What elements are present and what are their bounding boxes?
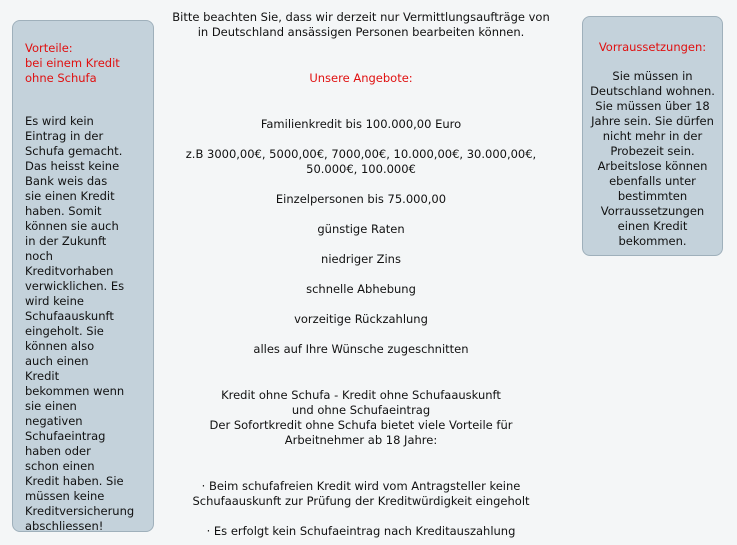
benefits-title (25, 41, 143, 86)
benefits-title-line2: bei einem Kredit ohne Schufa (25, 56, 120, 85)
benefits-panel (12, 20, 154, 532)
section-heading-line1: Kredit ohne Schufa - Kredit ohne Schufaauskunft (221, 388, 501, 402)
feature-item: günstige Raten (317, 222, 405, 236)
notice-text: Bitte beachten Sie, dass wir derzeit nur Vermittlungsaufträge von in Deutschland ansässigen Personen bearbeiten können. (172, 10, 550, 39)
requirements-title: Vorraussetzungen: (598, 40, 707, 54)
offers-title: Unsere Angebote: (309, 71, 413, 85)
amount-examples: z.B 3000,00€, 5000,00€, 7000,00€, 10.000,00€, 30.000,00€, 50.000€, 100.000€ (185, 147, 537, 176)
requirements-text: Sie müssen in Deutschland wohnen. Sie müssen über 18 Jahre sein. Sie dürfen nicht mehr in der Probezeit sein. Arbeitslose können ebenfalls unter bestimmten Vorraussetzungen einen Kredit bekommen. (590, 69, 715, 248)
feature-item: vorzeitige Rückzahlung (294, 312, 428, 326)
family-credit: Familienkredit bis 100.000,00 Euro (260, 117, 462, 131)
individuals-credit: Einzelpersonen bis 75.000,00 (275, 192, 447, 206)
section-heading-line3: Der Sofortkredit ohne Schufa bietet viele Vorteile für Arbeitnehmer ab 18 Jahre: (209, 418, 513, 447)
feature-item: niedriger Zins (321, 252, 401, 266)
main-content (170, 10, 552, 539)
section-heading (170, 388, 552, 448)
requirements-panel (582, 16, 723, 256)
feature-item: alles auf Ihre Wünsche zugeschnitten (253, 342, 469, 356)
section-heading-line2: und ohne Schufaeintrag (291, 403, 431, 417)
feature-item: schnelle Abhebung (306, 282, 416, 296)
benefits-title-line1: Vorteile: (25, 41, 73, 55)
bullet-item: · Beim schufafreien Kredit wird vom Antragsteller keine Schufaauskunft zur Prüfung der Kreditwürdigkeit eingeholt (192, 479, 530, 508)
bullet-item: · Es erfolgt kein Schufaeintrag nach Kreditauszahlung (206, 524, 516, 538)
benefits-text: Es wird kein Eintrag in der Schufa gemacht. Das heisst keine Bank weis das sie einen Kredit haben. Somit können sie auch in der Zukunft noch Kreditvorhaben verwicklichen. Es wird keine Schufaauskunft eingeholt. Sie können also auch einen Kredit bekommen wenn sie einen negativen Schufaeintrag haben oder schon einen Kredit haben. Sie müssen keine Kreditversicherung abschliessen! (25, 114, 135, 533)
